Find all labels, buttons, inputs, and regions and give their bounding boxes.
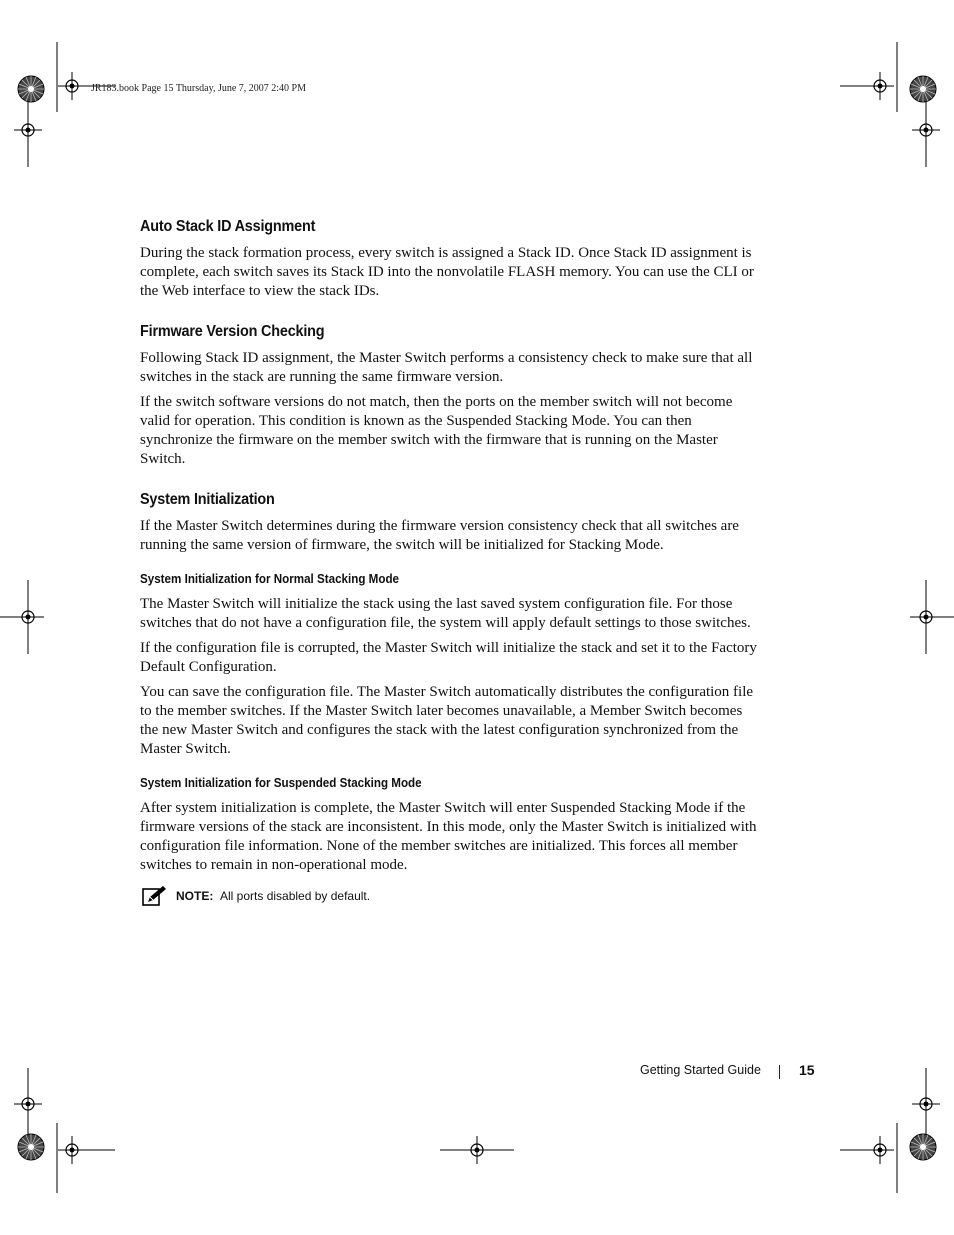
- heading-system-initialization: System Initialization: [140, 491, 275, 508]
- page-footer: [620, 1062, 820, 1082]
- paragraph: Following Stack ID assignment, the Master Switch performs a consistency check to make sure that all switches in the stack are running the same firmware version.: [140, 350, 753, 385]
- footer-guide-title: Getting Started Guide: [640, 1063, 761, 1077]
- heading-auto-stack-id: Auto Stack ID Assignment: [140, 218, 316, 235]
- note-text: All ports disabled by default.: [220, 889, 371, 903]
- subheading-normal-stacking-mode: System Initialization for Normal Stacking Mode: [140, 572, 400, 586]
- print-header-slug: JR183.book Page 15 Thursday, June 7, 2007 2:40 PM: [91, 83, 306, 94]
- footer-divider: [779, 1065, 780, 1079]
- note-callout: [140, 885, 760, 907]
- pencil-note-icon: [142, 885, 168, 907]
- paragraph: You can save the configuration file. The Master Switch automatically distributes the configuration file to the member switches. If the Master Switch later becomes unavailable, a Member Switch becomes the new Master Switch and configures the stack with the latest configuration synchronized from the Master Switch.: [140, 684, 754, 757]
- page-number: 15: [799, 1062, 815, 1078]
- paragraph: The Master Switch will initialize the stack using the last saved system configuration file. For those switches that do not have a configuration file, the system will apply default settings to those switches.: [140, 596, 751, 631]
- paragraph: During the stack formation process, every switch is assigned a Stack ID. Once Stack ID assignment is complete, each switch saves its Stack ID into the nonvolatile FLASH memory. You can use the CLI or the Web interface to view the stack IDs.: [140, 245, 754, 299]
- heading-firmware-version-checking: Firmware Version Checking: [140, 323, 325, 340]
- paragraph: If the Master Switch determines during the firmware version consistency check that all switches are running the same version of firmware, the switch will be initialized for Stacking Mode.: [140, 518, 739, 553]
- paragraph: After system initialization is complete, the Master Switch will enter Suspended Stacking Mode if the firmware versions of the stack are inconsistent. In this mode, only the Master Switch is initialized with configuration file information. None of the member switches are initialized. This forces all member switches to remain in non-operational mode.: [140, 800, 757, 873]
- page-content: [140, 218, 760, 907]
- paragraph: If the configuration file is corrupted, the Master Switch will initialize the stack and set it to the Factory Default Configuration.: [140, 640, 757, 675]
- paragraph: If the switch software versions do not match, then the ports on the member switch will not become valid for operation. This condition is known as the Suspended Stacking Mode. You can then synchronize the firmware on the member switch with the firmware that is running on the Master Switch.: [140, 394, 733, 467]
- subheading-suspended-stacking-mode: System Initialization for Suspended Stacking Mode: [140, 776, 422, 790]
- note-label: NOTE:: [176, 889, 214, 903]
